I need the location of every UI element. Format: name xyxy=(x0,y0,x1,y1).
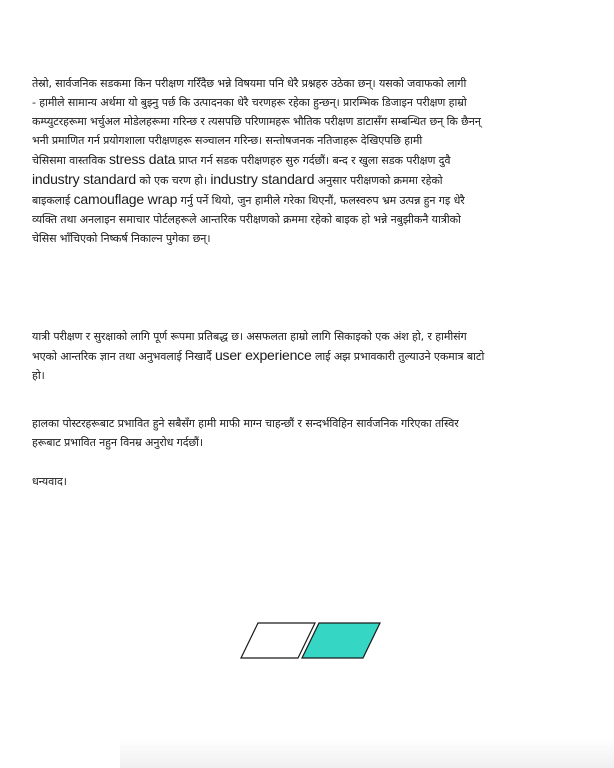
text-line: हो। xyxy=(32,369,45,382)
text-run: भएको आन्तरिक ज्ञान तथा अनुभवलाई निखार्दै xyxy=(32,350,215,363)
english-term-industry-standard: industry standard xyxy=(32,171,136,187)
text-line: कम्प्युटरहरूमा भर्चुअल मोडेलहरूमा गरिन्छ र त्यसपछि परिणामहरू भौतिक परीक्षण डाटासँग सम्बन्धित छन् कि छैनन् xyxy=(32,115,481,128)
text-run: प्राप्त गर्न सडक परीक्षणहरु सुरु गर्दछौं। बन्द र खुला सडक परीक्षण दुवै xyxy=(175,154,451,167)
text-line xyxy=(32,150,588,170)
english-term-stress-data: stress data xyxy=(108,151,176,167)
text-line: यात्री परीक्षण र सुरक्षाको लागि पूर्ण रूपमा प्रतिबद्ध छ। असफलता हाम्रो लागि सिकाइको एक अंश हो, र हामीसंग xyxy=(32,330,467,343)
text-line: - हामीले सामान्य अर्थमा यो बुझ्नु पर्छ कि उत्पादनका धेरै चरणहरू रहेका हुन्छन्। प्रारम्भिक डिजाइन परीक्षण हाम्रो xyxy=(32,96,467,109)
english-term-industry-standard: industry standard xyxy=(210,171,315,187)
paragraph-commitment xyxy=(32,327,588,385)
text-line xyxy=(32,190,588,210)
text-run: बाइकलाई xyxy=(32,194,74,207)
text-run: को एक चरण हो। xyxy=(136,174,211,187)
text-line: हरूबाट प्रभावित नहुन विनम्र अनुरोध गर्दछौं। xyxy=(32,436,204,449)
text-run: लाई अझ प्रभावकारी तुल्याउने एकमात्र बाटो xyxy=(311,350,485,363)
bottom-shadow xyxy=(120,738,614,768)
text-line xyxy=(32,346,588,366)
brand-logo xyxy=(240,622,382,660)
closing-thanks xyxy=(32,472,588,491)
text-line: भनी प्रमाणित गर्न प्रयोगशाला परीक्षणहरू सञ्चालन गरिन्छ। सन्तोषजनक नतिजाहरू देखिएपछि हामी xyxy=(32,134,423,147)
paragraph-testing-explanation xyxy=(32,74,588,248)
text-run: अनुसार परीक्षणको क्रममा रहेको xyxy=(314,174,443,187)
text-run: गर्नु पर्ने थियो, जुन हामीले गरेका थिएनौं, फलस्वरुप भ्रम उत्पन्न हुन गइ धेरै xyxy=(177,194,465,207)
text-line xyxy=(32,170,588,190)
logo-right-parallelogram xyxy=(302,623,380,658)
text-line: चेसिस भाँचिएको निष्कर्ष निकाल्न पुगेका छन्। xyxy=(32,232,211,245)
text-line: व्यक्ति तथा अनलाइन समाचार पोर्टलहरूले आन्तरिक परीक्षणको क्रममा रहेको बाइक हो भन्ने नबुझीकनै यात्रीको xyxy=(32,213,461,226)
text-line: हालका पोस्टरहरूबाट प्रभावित हुने सबैसँग हामी माफी माग्न चाहन्छौं र सन्दर्भविहिन सार्वजनिक गरिएका तस्विर xyxy=(32,417,459,430)
english-term-user-experience: user experience xyxy=(214,347,312,363)
text-run: चेसिसमा वास्तविक xyxy=(32,154,109,167)
text-line: धन्यवाद। xyxy=(32,475,67,488)
english-term-camouflage-wrap: camouflage wrap xyxy=(73,191,178,207)
text-line: तेस्रो, सार्वजनिक सडकमा किन परीक्षण गरिँदैछ भन्ने विषयमा पनि धेरै प्रश्नहरु उठेका छन्। यसको जवाफको लागी xyxy=(32,77,467,90)
paragraph-apology xyxy=(32,414,588,452)
